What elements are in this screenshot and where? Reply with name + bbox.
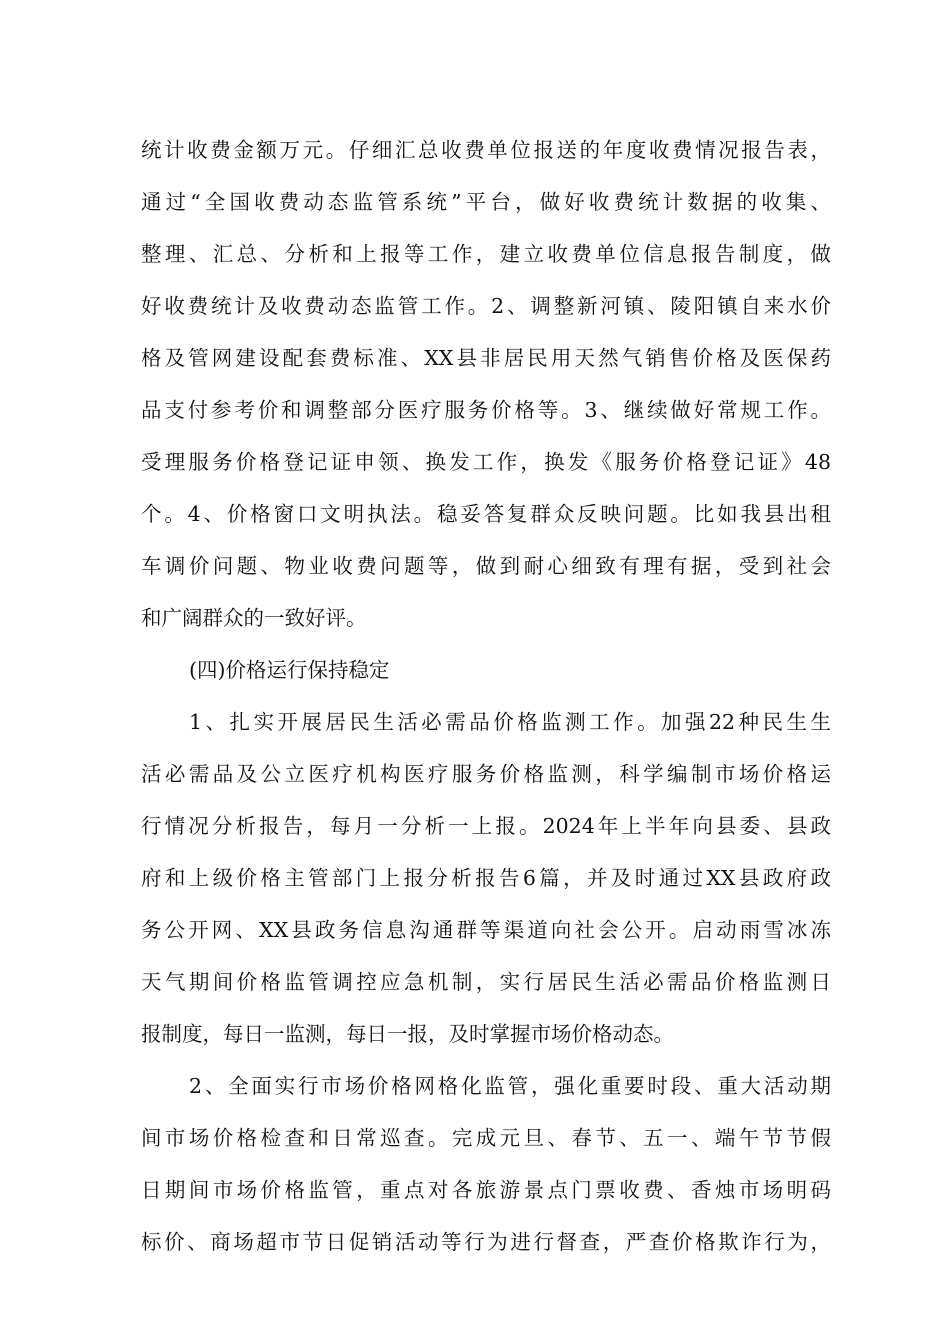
paragraph-line: 品支付参考价和调整部分医疗服务价格等。3、继续做好常规工作。 <box>141 398 831 422</box>
paragraph-line: 和广阔群众的一致好评。 <box>141 606 367 630</box>
paragraph-line: 通过“全国收费动态监管系统”平台，做好收费统计数据的收集、 <box>141 190 831 214</box>
paragraph-line: 1、扎实开展居民生活必需品价格监测工作。加强22种民生生 <box>189 710 831 734</box>
paragraph-line: 行情况分析报告，每月一分析一上报。2024年上半年向县委、县政 <box>141 814 831 838</box>
paragraph-line: 车调价问题、物业收费问题等，做到耐心细致有理有据，受到社会 <box>141 554 831 578</box>
paragraph-line: 2、全面实行市场价格网格化监管，强化重要时段、重大活动期 <box>189 1074 831 1098</box>
paragraph-line: 日期间市场价格监管，重点对各旅游景点门票收费、香烛市场明码 <box>141 1178 831 1202</box>
paragraph-line: 格及管网建设配套费标准、XX县非居民用天然气销售价格及医保药 <box>141 346 831 370</box>
paragraph-line: 整理、汇总、分析和上报等工作，建立收费单位信息报告制度，做 <box>141 242 831 266</box>
paragraph-line: 报制度，每日一监测，每日一报，及时掌握市场价格动态。 <box>141 1022 674 1046</box>
paragraph-line: 受理服务价格登记证申领、换发工作，换发《服务价格登记证》48 <box>141 450 831 474</box>
paragraph-line: 间市场价格检查和日常巡查。完成元旦、春节、五一、端午节节假 <box>141 1126 831 1150</box>
paragraph-line: 好收费统计及收费动态监管工作。2、调整新河镇、陵阳镇自来水价 <box>141 294 831 318</box>
paragraph-line: 标价、商场超市节日促销活动等行为进行督查，严查价格欺诈行为， <box>141 1230 831 1254</box>
paragraph-line: 府和上级价格主管部门上报分析报告6篇，并及时通过XX县政府政 <box>141 866 831 890</box>
paragraph-line: 个。4、价格窗口文明执法。稳妥答复群众反映问题。比如我县出租 <box>141 502 831 526</box>
section-heading: (四)价格运行保持稳定 <box>189 658 390 682</box>
paragraph-line: 活必需品及公立医疗机构医疗服务价格监测，科学编制市场价格运 <box>141 762 831 786</box>
paragraph-line: 天气期间价格监管调控应急机制，实行居民生活必需品价格监测日 <box>141 970 831 994</box>
paragraph-line: 务公开网、XX县政务信息沟通群等渠道向社会公开。启动雨雪冰冻 <box>141 918 831 942</box>
paragraph-line: 统计收费金额万元。仔细汇总收费单位报送的年度收费情况报告表， <box>141 138 831 162</box>
